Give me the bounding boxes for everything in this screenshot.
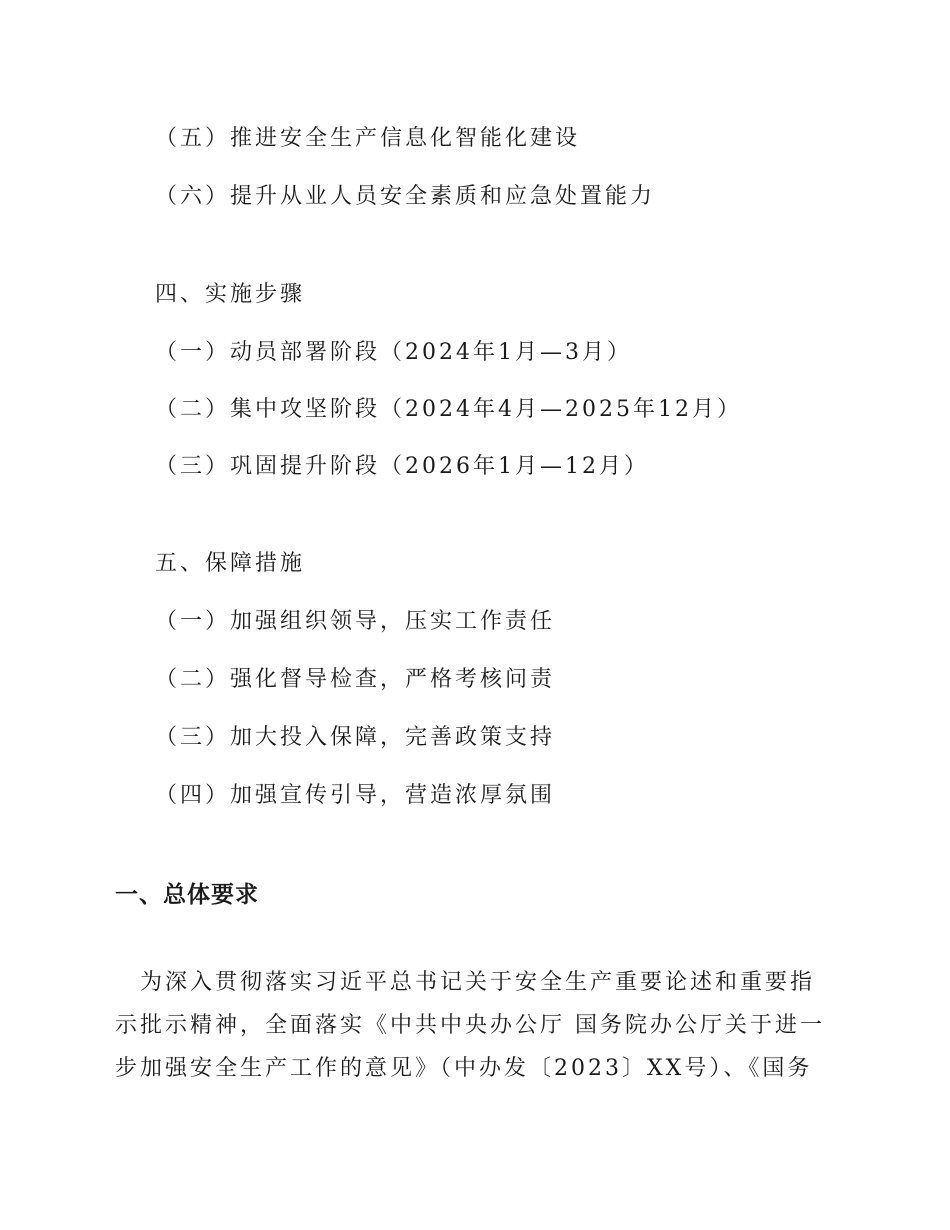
- section-1-heading: 一、总体要求: [115, 882, 259, 908]
- outline-item-5-2: （二）强化督导检查，严格考核问责: [155, 667, 556, 692]
- outline-item-3-5: （五）推进安全生产信息化智能化建设: [155, 126, 581, 151]
- outline-item-3-6: （六）提升从业人员安全素质和应急处置能力: [155, 184, 656, 209]
- paragraph-line-2: 示批示精神，全面落实《中共中央办公厅 国务院办公厅关于进一: [115, 1013, 825, 1038]
- outline-item-5-4: （四）加强宣传引导，营造浓厚氛围: [155, 783, 556, 808]
- section-4-title: 四、实施步骤: [155, 282, 306, 307]
- outline-item-5-1: （一）加强组织领导，压实工作责任: [155, 609, 556, 634]
- paragraph-line-1: 为深入贯彻落实习近平总书记关于安全生产重要论述和重要指: [115, 970, 816, 995]
- outline-item-4-2: （二）集中攻坚阶段（2024年4月—2025年12月）: [155, 397, 742, 422]
- outline-item-4-1: （一）动员部署阶段（2024年1月—3月）: [155, 340, 632, 365]
- outline-item-4-3: （三）巩固提升阶段（2026年1月—12月）: [155, 454, 649, 479]
- section-5-title: 五、保障措施: [155, 551, 306, 576]
- outline-item-5-3: （三）加大投入保障，完善政策支持: [155, 725, 556, 750]
- paragraph-line-3: 步加强安全生产工作的意见》（中办发〔2023〕XX号）、《国务: [115, 1056, 813, 1081]
